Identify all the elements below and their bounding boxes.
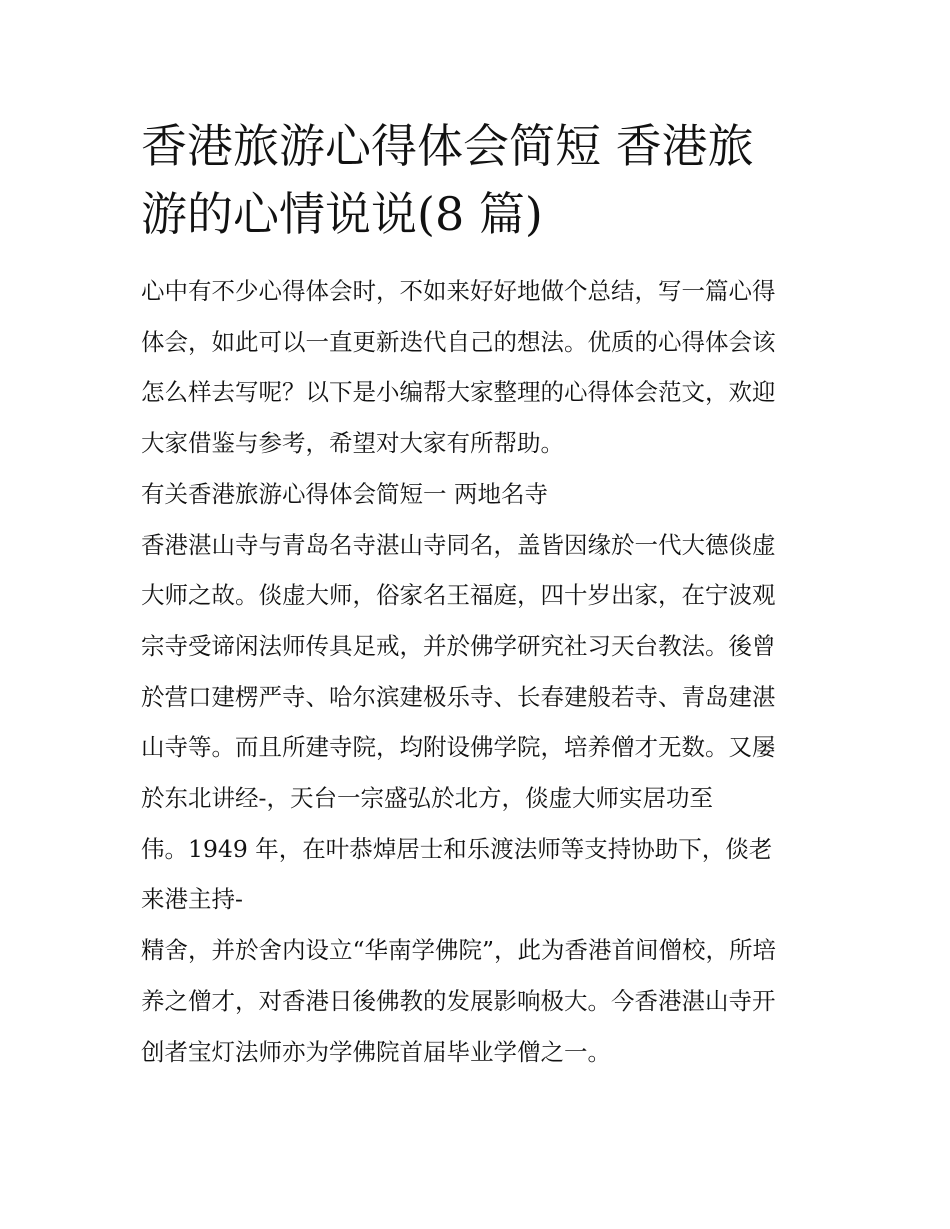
intro-paragraph [141,266,813,469]
text-line: 伟。1949 年，在叶恭焯居士和乐渡法师等支持协助下，倓老 [141,834,773,863]
text-line: 於东北讲经-，天台一宗盛弘於北方，倓虚大师实居功至 [141,784,713,813]
document-title [141,112,813,248]
text-line: 香港湛山寺与青岛名寺湛山寺同名，盖皆因缘於一代大德倓虚 [141,530,776,559]
text-line: 大师之故。倓虚大师，俗家名王福庭，四十岁出家，在宁波观 [141,581,776,610]
title-line: 游的心情说说(8 篇) [141,187,543,241]
text-line: 精舍，并於舍内设立“华南学佛院”，此为香港首间僧校，所培 [141,936,777,965]
text-line: 大家借鉴与参考，希望对大家有所帮助。 [141,429,564,458]
text-line: 山寺等。而且所建寺院，均附设佛学院，培养僧才无数。又屡 [141,733,776,762]
text-line: 创者宝灯法师亦为学佛院首届毕业学僧之一。 [141,1037,611,1066]
text-line: 来港主持- [141,885,243,914]
text-line: 养之僧才，对香港日後佛教的发展影响极大。今香港湛山寺开 [141,986,776,1015]
text-line: 怎么样去写呢？以下是小编帮大家整理的心得体会范文，欢迎 [141,378,776,407]
body-paragraph [141,520,813,1078]
text-line: 心中有不少心得体会时，不如来好好地做个总结，写一篇心得 [141,277,776,305]
text-line: 宗寺受谛闲法师传具足戒，并於佛学研究社习天台教法。後曾 [141,631,776,660]
section-heading [141,469,813,520]
section-heading-text: 有关香港旅游心得体会简短一 两地名寺 [141,479,548,508]
document-content [141,112,813,1077]
text-line: 於营口建楞严寺、哈尔滨建极乐寺、长春建般若寺、青岛建湛 [141,682,776,711]
title-line: 香港旅游心得体会简短 香港旅 [141,119,754,173]
text-line: 体会，如此可以一直更新迭代自己的想法。优质的心得体会该 [141,327,776,356]
